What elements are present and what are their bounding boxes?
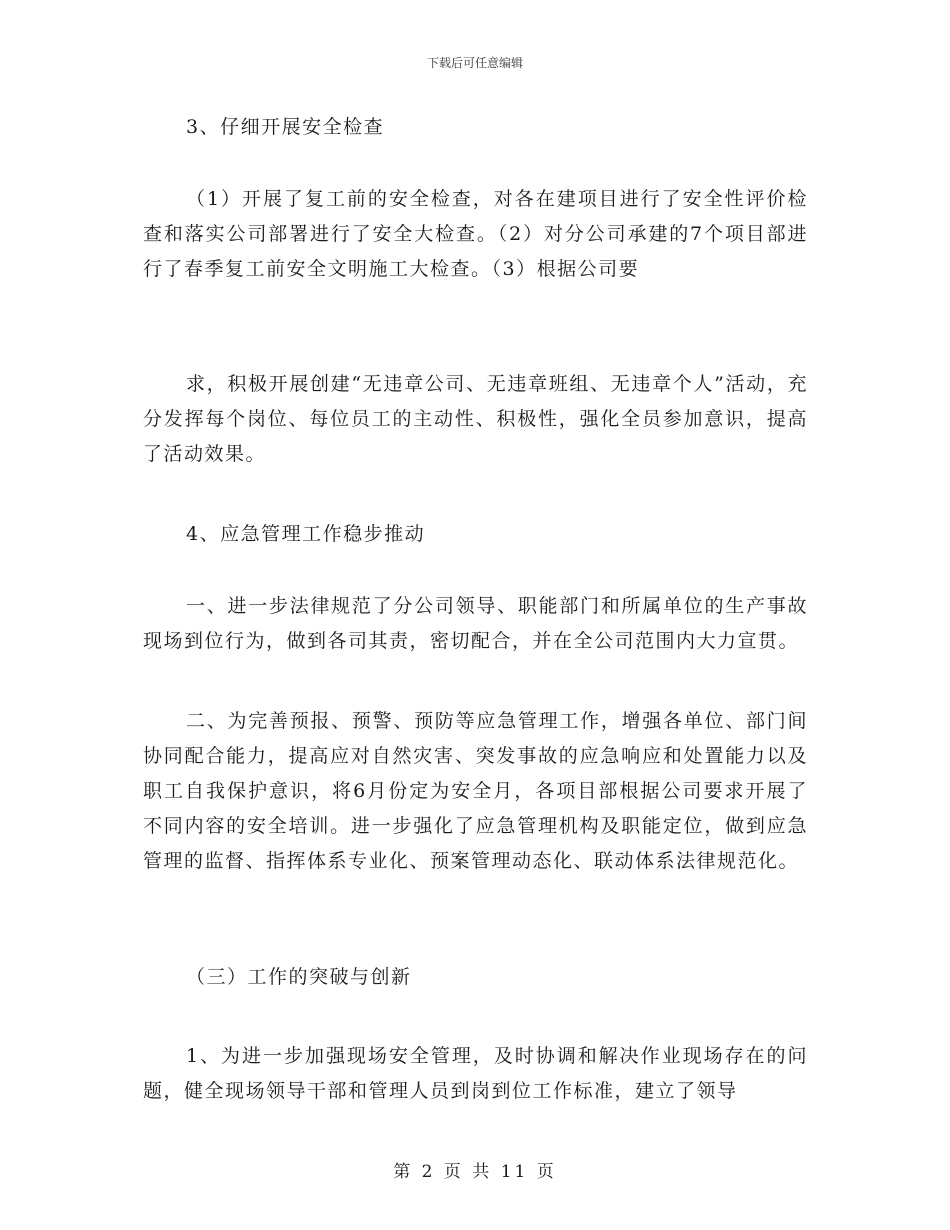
- section-heading-breakthrough-innovation: （三）工作的突破与创新: [186, 966, 412, 988]
- paragraph-emergency-point-one: 一、进一步法律规范了分公司领导、职能部门和所属单位的生产事故现场到位行为，做到各司其责，密切配合，并在全公司范围内大力宣贯。: [143, 595, 808, 652]
- page-header-note: 下载后可任意编辑: [426, 56, 523, 70]
- paragraph-emergency-point-two: 二、为完善预报、预警、预防等应急管理工作，增强各单位、部门间协同配合能力，提高应对自然灾害、突发事故的应急响应和处置能力以及职工自我保护意识，将6月份定为安全月，各项目部根据公司要求开展了不同内容的安全培训。进一步强化了应急管理机构及职能定位，做到应急管理的监督、指挥体系专业化、预案管理动态化、联动体系法律规范化。: [143, 710, 808, 872]
- paragraph-no-violation-campaign: 求，积极开展创建“无违章公司、无违章班组、无违章个人”活动，充分发挥每个岗位、每位员工的主动性、积极性，强化全员参加意识，提高了活动效果。: [143, 373, 808, 465]
- paragraph-inspection-details: （1）开展了复工前的安全检查，对各在建项目进行了安全性评价检查和落实公司部署进行了安全大检查。（2）对分公司承建的7个项目部进行了春季复工前安全文明施工大检查。（3）根据公司要: [143, 188, 808, 280]
- paragraph-site-management: 1、为进一步加强现场安全管理，及时协调和解决作业现场存在的问题，健全现场领导干部和管理人员到岗到位工作标准，建立了领导: [143, 1045, 808, 1102]
- page-number-footer: 第 2 页 共 11 页: [393, 1162, 557, 1182]
- section-heading-safety-inspection: 3、仔细开展安全检查: [186, 116, 385, 138]
- section-heading-emergency-management: 4、应急管理工作稳步推动: [186, 523, 426, 545]
